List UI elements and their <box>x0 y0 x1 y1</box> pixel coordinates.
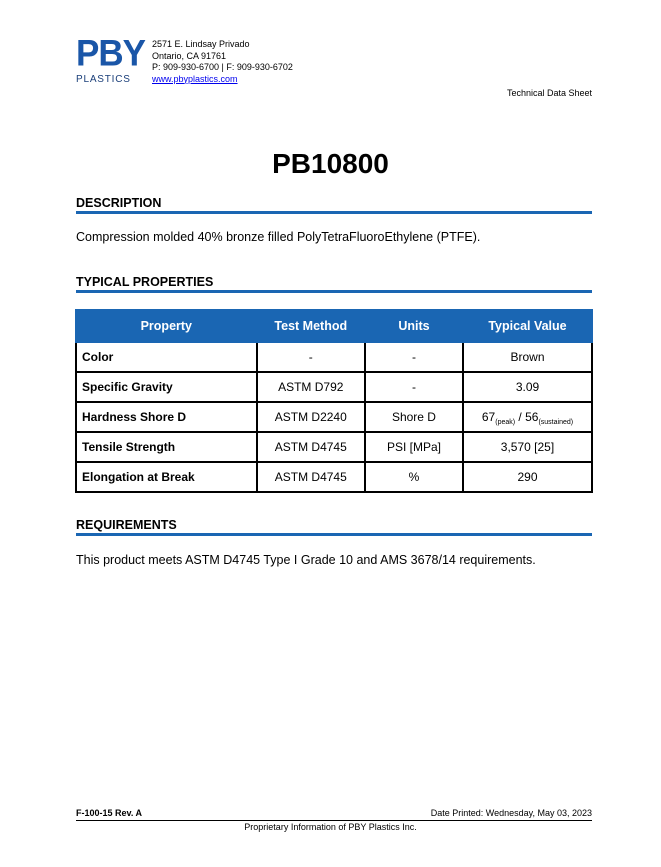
column-header-test-method: Test Method <box>257 310 365 342</box>
proprietary-notice: Proprietary Information of PBY Plastics Inc. <box>244 822 417 832</box>
table-header-row <box>76 310 592 342</box>
test-method-cell: ASTM D2240 <box>257 402 365 432</box>
requirements-text: This product meets ASTM D4745 Type I Grade 10 and AMS 3678/14 requirements. <box>76 553 536 567</box>
property-cell: Elongation at Break <box>76 462 257 492</box>
units-cell: PSI [MPa] <box>365 432 463 462</box>
units-cell: Shore D <box>365 402 463 432</box>
requirements-heading: REQUIREMENTS <box>76 518 592 536</box>
address-line-2: Ontario, CA 91761 <box>152 50 227 61</box>
website-link[interactable]: www.pbyplastics.com <box>152 73 238 84</box>
description-text: Compression molded 40% bronze filled PolyTetraFluoroEthylene (PTFE). <box>76 230 481 244</box>
property-cell: Color <box>76 342 257 372</box>
units-cell: - <box>365 342 463 372</box>
table-row <box>76 462 592 492</box>
column-header-typical-value: Typical Value <box>463 310 592 342</box>
sustained-subscript: (sustained) <box>538 419 574 426</box>
logo-main-text: PBY <box>76 33 145 74</box>
column-header-units: Units <box>365 310 463 342</box>
sustained-value: 56 <box>525 410 539 424</box>
property-cell: Tensile Strength <box>76 432 257 462</box>
typical-value-cell <box>463 402 592 432</box>
table-row <box>76 402 592 432</box>
property-cell: Hardness Shore D <box>76 402 257 432</box>
document-type-label: Technical Data Sheet <box>506 88 592 98</box>
units-cell: - <box>365 372 463 402</box>
test-method-cell: ASTM D4745 <box>257 432 365 462</box>
peak-value: 67 <box>481 410 496 424</box>
typical-value-cell: 290 <box>463 462 592 492</box>
table-row <box>76 372 592 402</box>
description-heading: DESCRIPTION <box>76 196 592 214</box>
table-row <box>76 342 592 372</box>
properties-table <box>75 309 593 493</box>
test-method-cell: - <box>257 342 365 372</box>
test-method-cell: ASTM D4745 <box>257 462 365 492</box>
company-logo <box>76 33 145 88</box>
address-line-1: 2571 E. Lindsay Privado <box>152 39 250 49</box>
typical-value-cell: 3.09 <box>463 372 592 402</box>
form-number: F-100-15 Rev. A <box>76 808 143 818</box>
footer-divider <box>76 820 592 821</box>
peak-subscript: (peak) <box>495 419 516 426</box>
property-cell: Specific Gravity <box>76 372 257 402</box>
typical-properties-heading: TYPICAL PROPERTIES <box>76 275 592 293</box>
logo-sub-text: PLASTICS <box>76 74 131 85</box>
value-separator: / <box>515 410 526 424</box>
company-address <box>152 39 293 85</box>
column-header-property: Property <box>76 310 257 342</box>
units-cell: % <box>365 462 463 492</box>
table-row <box>76 432 592 462</box>
phone-fax-line: P: 909-930-6700 | F: 909-930-6702 <box>152 62 293 72</box>
product-title: PB10800 <box>272 148 389 179</box>
typical-value-cell: Brown <box>463 342 592 372</box>
typical-value-cell: 3,570 [25] <box>463 432 592 462</box>
date-printed: Date Printed: Wednesday, May 03, 2023 <box>430 808 592 818</box>
test-method-cell: ASTM D792 <box>257 372 365 402</box>
